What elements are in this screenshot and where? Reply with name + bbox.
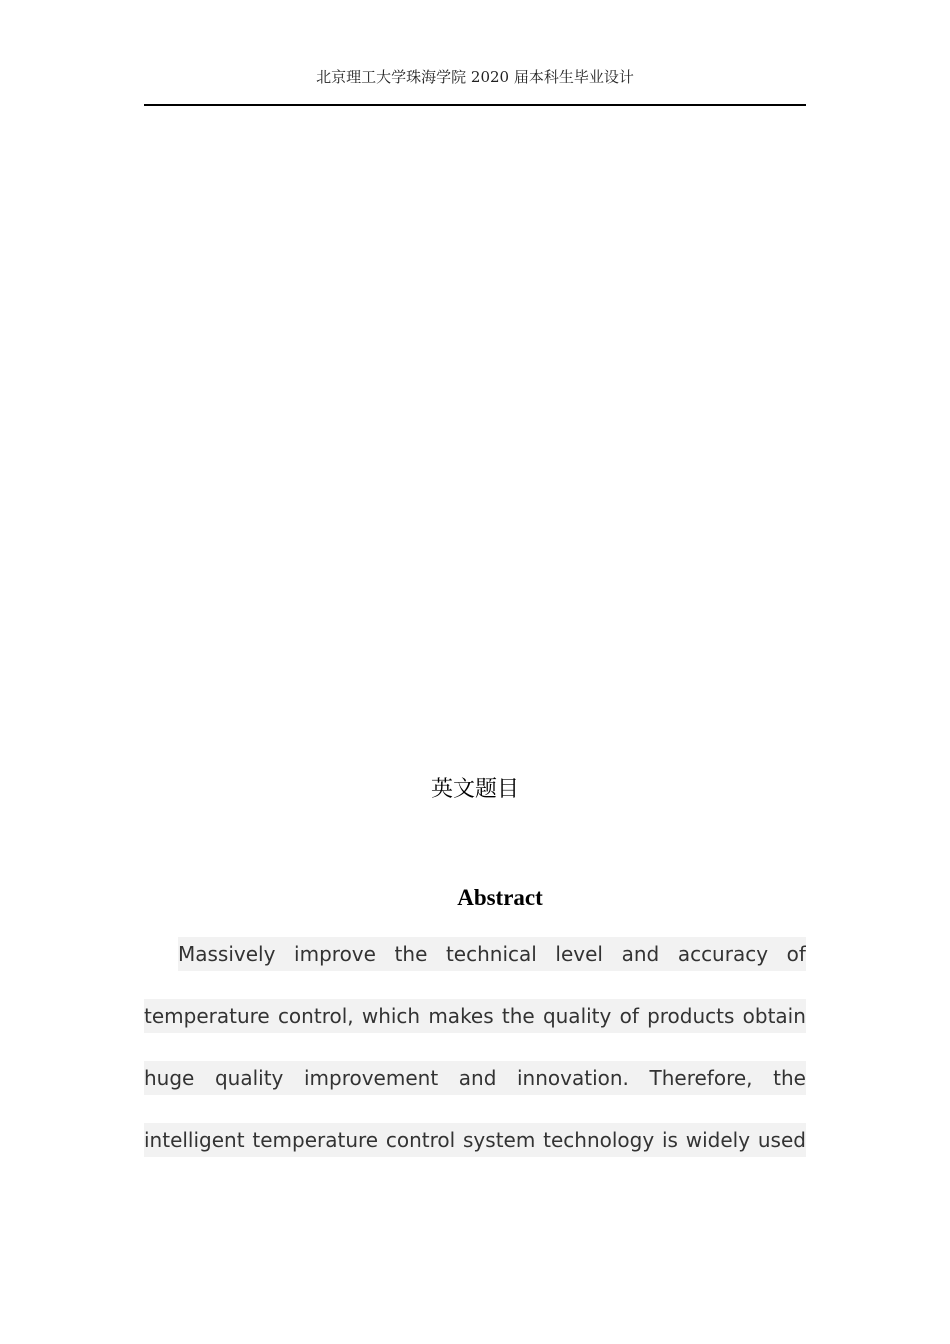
abstract-line [144,999,806,1033]
abstract-word: huge [144,1066,195,1090]
abstract-line [144,1123,806,1157]
abstract-word: the [394,942,428,966]
abstract-word: Massively [178,942,276,966]
abstract-heading: Abstract [457,885,543,910]
abstract-word: accuracy [677,942,769,966]
abstract-word: technical [445,942,537,966]
abstract-word: products [647,1004,735,1028]
abstract-word: quality [542,1004,612,1028]
abstract-word: widely [685,1128,751,1152]
abstract-word: and [458,1066,497,1090]
page-header: 北京理工大学珠海学院 2020 届本科生毕业设计 [316,68,634,86]
abstract-word: control [385,1128,456,1152]
abstract-word: control, [277,1004,354,1028]
abstract-line [178,937,806,971]
abstract-word: the [501,1004,535,1028]
abstract-word: improve [294,942,376,966]
abstract-body [144,937,806,1185]
abstract-word: quality [214,1066,284,1090]
abstract-word: and [621,942,660,966]
abstract-word: used [757,1128,806,1152]
abstract-word: the [773,1066,806,1090]
abstract-word: innovation. [517,1066,629,1090]
abstract-word: temperature [144,1004,270,1028]
abstract-word: which [361,1004,421,1028]
abstract-word: temperature [252,1128,379,1152]
abstract-word: intelligent [144,1128,245,1152]
header-divider [144,104,806,106]
abstract-word: technology [543,1128,655,1152]
abstract-word: Therefore, [649,1066,753,1090]
abstract-word: obtain [742,1004,806,1028]
abstract-word: system [463,1128,536,1152]
abstract-word: level [555,942,603,966]
abstract-word: makes [428,1004,494,1028]
abstract-word: is [661,1128,678,1152]
abstract-line [144,1061,806,1095]
abstract-word: of [786,942,806,966]
english-title-placeholder: 英文题目 [430,777,519,802]
abstract-word: of [619,1004,639,1028]
abstract-word: improvement [303,1066,439,1090]
